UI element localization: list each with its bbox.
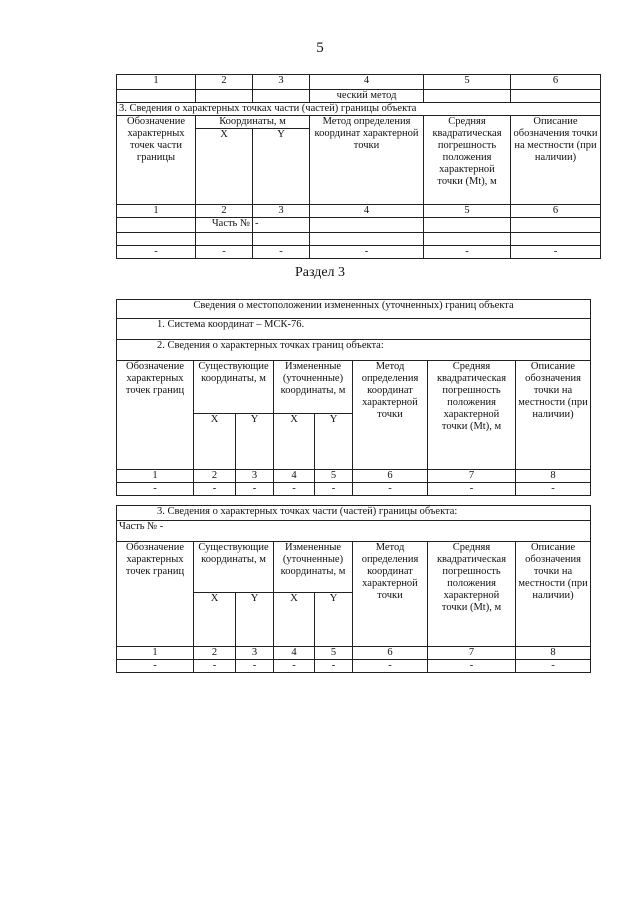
points-title: 2. Сведения о характерных точках границ объекта: [117,340,591,361]
section-title-row [117,103,601,116]
header-row [117,361,591,414]
dash-cell: - [516,660,591,673]
parts-boundary-table [116,74,601,259]
column-number: 2 [196,205,253,218]
column-number: 3 [253,75,310,90]
column-number-row [117,470,591,483]
dash-cell: - [428,483,516,496]
dash-cell: - [117,660,194,673]
dash-row [117,660,591,673]
column-number: 4 [274,470,315,483]
column-number: 5 [315,470,353,483]
dash-cell: - [196,246,253,259]
header-y: Y [236,593,274,647]
column-number-row [117,205,601,218]
column-number-row [117,647,591,660]
column-number: 2 [196,75,253,90]
dash-cell: - [194,660,236,673]
header-y: Y [236,414,274,470]
header-y: Y [315,414,353,470]
header-mean-error: Средняя квадратическая погрешность положения характерной точки (Mt), м [428,361,516,470]
header-method: Метод определения координат характерной точки [353,361,428,470]
dash-cell: - [236,483,274,496]
column-number: 2 [194,470,236,483]
parts-title-row [117,506,591,521]
header-row [117,116,601,129]
header-method: Метод определения координат характерной точки [353,542,428,647]
continued-cell: ческий метод [310,90,424,103]
column-number: 4 [310,75,424,90]
part-row [117,218,601,233]
dash-row [117,246,601,259]
section-heading: Раздел 3 [294,265,346,280]
column-number: 4 [274,647,315,660]
page-number: 5 [316,40,324,56]
header-coordinates: Координаты, м [196,116,310,129]
column-number: 2 [194,647,236,660]
coord-system-row [117,319,591,340]
part-value: - [253,218,310,233]
dash-cell: - [310,246,424,259]
column-number: 1 [117,470,194,483]
dash-cell: - [511,246,601,259]
column-number: 7 [428,470,516,483]
column-number: 1 [117,647,194,660]
header-y: Y [253,129,310,205]
dash-cell: - [194,483,236,496]
header-row [117,542,591,593]
part-label: Часть № [196,218,253,233]
dash-cell: - [117,483,194,496]
column-number: 3 [236,470,274,483]
header-description: Описание обозначения точки на местности (при наличии) [511,116,601,205]
dash-cell: - [516,483,591,496]
header-x: X [274,414,315,470]
changed-boundaries-table [116,299,591,496]
header-x: X [194,414,236,470]
column-number: 5 [424,75,511,90]
dash-cell: - [315,660,353,673]
header-description: Описание обозначения точки на местности (при наличии) [516,361,591,470]
dash-cell: - [274,660,315,673]
dash-cell: - [315,483,353,496]
continued-row [117,90,601,103]
header-existing: Существующие координаты, м [194,361,274,414]
section-title: 3. Сведения о характерных точках части (частей) границы объекта [117,103,601,116]
dash-cell: - [253,246,310,259]
header-changed: Измененные (уточненные) координаты, м [274,542,353,593]
header-changed: Измененные (уточненные) координаты, м [274,361,353,414]
part-label-row [117,521,591,542]
dash-cell: - [236,660,274,673]
column-number: 5 [424,205,511,218]
header-x: X [274,593,315,647]
dash-cell: - [274,483,315,496]
dash-cell: - [353,660,428,673]
parts-title: 3. Сведения о характерных точках части (частей) границы объекта: [117,506,591,521]
changed-parts-table [116,505,591,673]
header-designation: Обозначение характерных точек границ [117,361,194,470]
header-x: X [194,593,236,647]
column-number: 1 [117,205,196,218]
dash-cell: - [117,246,196,259]
column-number: 3 [236,647,274,660]
header-mean-error: Средняя квадратическая погрешность положения характерной точки (Mt), м [424,116,511,205]
dash-row [117,483,591,496]
empty-row [117,233,601,246]
header-description: Описание обозначения точки на местности (при наличии) [516,542,591,647]
column-number: 6 [353,470,428,483]
dash-cell: - [353,483,428,496]
column-number: 3 [253,205,310,218]
coord-system: 1. Система координат – МСК-76. [117,319,591,340]
points-title-row [117,340,591,361]
title-row [117,300,591,319]
column-number: 8 [516,647,591,660]
header-existing: Существующие координаты, м [194,542,274,593]
dash-cell: - [424,246,511,259]
header-mean-error: Средняя квадратическая погрешность положения характерной точки (Mt), м [428,542,516,647]
header-designation: Обозначение характерных точек части границы [117,116,196,205]
column-number: 6 [511,205,601,218]
column-number: 1 [117,75,196,90]
column-number: 4 [310,205,424,218]
column-number: 6 [353,647,428,660]
column-number: 5 [315,647,353,660]
part-label: Часть № - [117,521,591,542]
column-number: 7 [428,647,516,660]
header-x: X [196,129,253,205]
header-method: Метод определения координат характерной точки [310,116,424,205]
column-number: 8 [516,470,591,483]
column-number-row [117,75,601,90]
header-designation: Обозначение характерных точек границ [117,542,194,647]
dash-cell: - [428,660,516,673]
section-title: Сведения о местоположении измененных (уточненных) границ объекта [117,300,591,319]
column-number: 6 [511,75,601,90]
header-y: Y [315,593,353,647]
